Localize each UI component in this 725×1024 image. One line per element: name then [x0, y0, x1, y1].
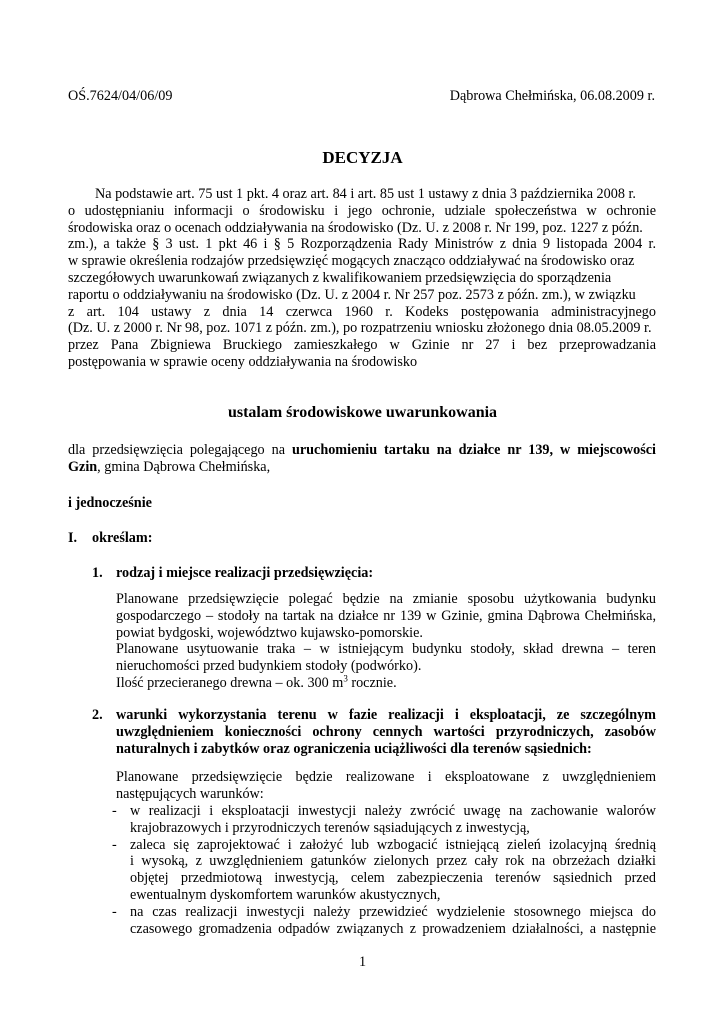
wood-volume-text: Ilość przecieranego drewna – ok. 300 m: [116, 674, 344, 691]
preamble-line: o udostępnianiu informacji o środowisku i jego ochronie, udziale społeczeństwa w ochronie: [68, 202, 656, 219]
item-title-line: uwzględnieniem konieczności ochrony cennych wartości przyrodniczych, zasobów: [116, 723, 656, 740]
item-number: 1.: [92, 565, 103, 581]
list-item: [112, 904, 656, 938]
case-reference: OŚ.7624/04/06/09: [68, 88, 173, 104]
section-number: I.: [68, 530, 78, 546]
preamble: [68, 186, 656, 371]
purpose-line: [68, 459, 656, 476]
preamble-line: postępowania w sprawie oceny oddziaływania na środowisko: [68, 353, 418, 370]
section-label: określam:: [92, 530, 153, 546]
item-1-line: Planowane przedsięwzięcie polegać będzie na zmianie sposobu użytkowania budynku: [116, 591, 656, 607]
purpose-line: [68, 442, 656, 459]
item-1-line: Planowane usytuowanie traka – w istniejącym budynku stodoły, skład drewna – teren: [116, 641, 656, 658]
dash-bullet: -: [112, 836, 117, 853]
section-heading: [68, 530, 152, 547]
wood-volume: [116, 675, 656, 692]
preamble-line: Na podstawie art. 75 ust 1 pkt. 4 oraz art. 84 i art. 85 ust 1 ustawy z dnia 3 października 2008 r.: [95, 186, 636, 202]
list-item-line: zaleca się zaprojektować i założyć lub wzbogacić istniejącą zieleń izolacyjną średnią: [130, 836, 656, 853]
purpose-village: Gzin: [68, 458, 98, 475]
list-item-line: krajobrazowych i przyrodniczych terenów sąsiadujących z inwestycją,: [130, 819, 530, 836]
place-and-date: Dąbrowa Chełmińska, 06.08.2009 r.: [449, 88, 655, 104]
purpose-commune: , gmina Dąbrowa Chełmińska,: [97, 458, 271, 475]
conditions-list: [112, 803, 656, 937]
item-heading: [92, 565, 373, 582]
preamble-line: w sprawie określenia rodzajów przedsięwzięć mogących znacząco oddziaływać na środowisko oraz: [68, 253, 635, 270]
preamble-line: przez Pana Zbigniewa Bruckiego zamieszkałego w Gzinie nr 27 i bez przeprowadzania: [68, 337, 656, 354]
preamble-line: szczegółowych uwarunkowań związanych z kwalifikowaniem przedsięwzięcia do sporządzenia: [68, 269, 612, 286]
item-1-line: gospodarczego – stodoły na tartak na działce nr 139 w Gzinie, gmina Dąbrowa Chełmińska,: [116, 607, 656, 624]
purpose-highlight: uruchomieniu tartaku na działce nr 139, w miejscowości: [291, 442, 656, 458]
item-2-intro: [116, 769, 656, 803]
dash-bullet: -: [112, 903, 117, 920]
item-1-body: [116, 591, 656, 692]
document-title: DECYZJA: [322, 148, 403, 167]
decision-subtitle: ustalam środowiskowe uwarunkowania: [227, 404, 498, 421]
item-heading: [92, 707, 656, 757]
purpose-prefix: dla przedsięwzięcia polegającego na: [68, 442, 285, 458]
dash-bullet: -: [112, 803, 117, 819]
wood-volume-exponent: 3: [343, 673, 348, 684]
preamble-line: zm.), a także § 3 ust. 1 pkt 46 i § 5 Rozporządzenia Rady Ministrów z dnia 9 listopada 2004 r.: [68, 236, 656, 253]
item-2-intro-line: następujących warunków:: [116, 785, 264, 802]
list-item-line: ewentualnym dyskomfortem warunków akustycznych,: [130, 886, 441, 903]
item-1-line: powiat bydgoski, województwo kujawsko-pomorskie.: [116, 624, 423, 641]
preamble-line: raportu o oddziaływaniu na środowisko (Dz. U. z 2004 r. Nr 257 poz. 2573 z późn. zm.), w związku: [68, 286, 636, 303]
preamble-line: (Dz. U. z 2000 r. Nr 98, poz. 1071 z późn. zm.), po rozpatrzeniu wniosku złożonego dnia 08.05.2009 r.: [68, 320, 652, 337]
list-item-line: na czas realizacji inwestycji należy przewidzieć wydzielenie stosownego miejsca do: [130, 903, 656, 920]
item-title-line: warunki wykorzystania terenu w fazie realizacji i eksploatacji, ze szczególnym: [116, 707, 656, 723]
list-item-line: w realizacji i eksploatacji inwestycji należy zwrócić uwagę na zachowanie walorów: [130, 803, 656, 819]
page-number: 1: [358, 954, 367, 970]
item-number: 2.: [92, 707, 103, 723]
and-also-label: i jednocześnie: [68, 495, 152, 511]
item-title-line: naturalnych i zabytków oraz ograniczenia uciążliwości dla terenów sąsiednich:: [116, 740, 592, 757]
list-item: [112, 803, 656, 837]
list-item-line: i wysoką, z uwzględnieniem gatunków zielonych przez cały rok na obrzeżach działki: [130, 853, 656, 870]
item-title: rodzaj i miejsce realizacji przedsięwzięcia:: [116, 565, 374, 581]
list-item: [112, 837, 656, 904]
item-1-line: nieruchomości przed budynkiem stodoły (podwórko).: [116, 658, 422, 675]
preamble-line: z art. 104 ustawy z dnia 14 czerwca 1960 r. Kodeks postępowania administracyjnego: [68, 303, 656, 320]
item-2-intro-line: Planowane przedsięwzięcie będzie realizowane i eksploatowane z uwzględnieniem: [116, 769, 656, 785]
wood-volume-tail: rocznie.: [347, 674, 397, 691]
preamble-line: środowiska oraz o ocenach oddziaływania na środowisko (Dz. U. z 2008 r. Nr 199, poz. 1227 z późn.: [68, 219, 643, 236]
list-item-line: objętej przedmiotową inwestycją, celem zabezpieczenia terenów sąsiednich przed: [130, 870, 656, 887]
list-item-line: czasowego gromadzenia odpadów związanych z prowadzeniem działalności, a następnie: [130, 920, 656, 937]
project-purpose: [68, 442, 656, 476]
